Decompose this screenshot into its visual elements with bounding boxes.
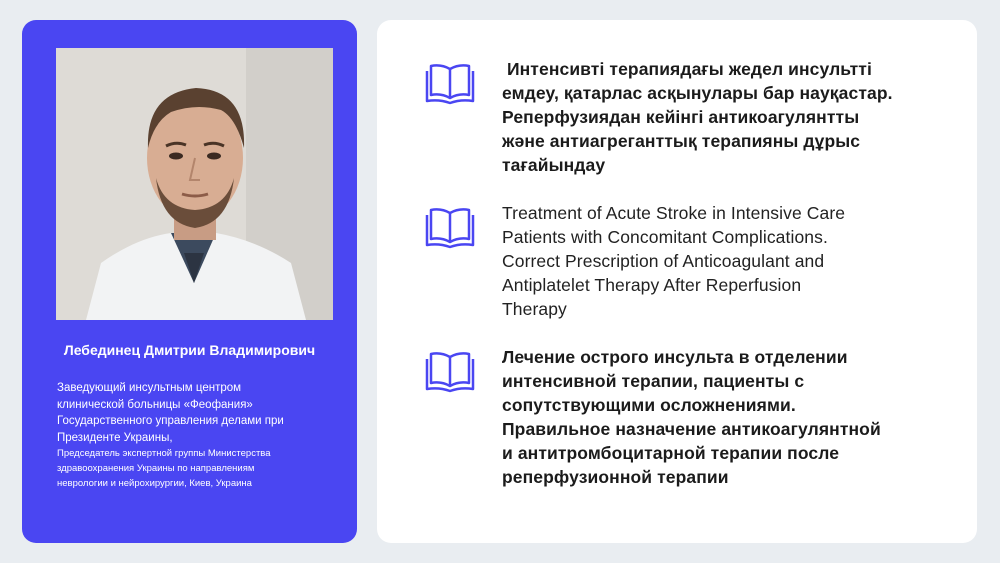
topic-text <box>502 57 893 177</box>
book-icon <box>425 349 475 393</box>
book-icon <box>425 61 475 105</box>
topic-text <box>502 345 881 489</box>
topic-line: Правильное назначение антикоагулянтной <box>502 419 881 439</box>
bio-line: здравоохранения Украины по направлениям <box>57 463 255 474</box>
speaker-name: Лебединец Дмитрии Владимирович <box>63 342 316 358</box>
bio-line: неврологии и нейрохирургии, Киев, Украина <box>57 478 252 489</box>
topic-line: Интенсивті терапиядағы жедел инсультті <box>502 59 872 79</box>
topic-line: Treatment of Acute Stroke in Intensive Care <box>502 203 846 223</box>
bio-line: Государственного управления делами при <box>57 415 284 427</box>
topic-russian <box>425 345 925 489</box>
book-icon <box>425 205 475 249</box>
bio-line: Президенте Украины, <box>57 431 173 444</box>
speaker-bio <box>57 380 332 491</box>
topic-line: Therapy <box>502 299 567 319</box>
topic-line: Patients with Concomitant Complications. <box>502 227 828 247</box>
topic-text <box>502 201 845 321</box>
topic-line: емдеу, қатарлас асқынулары бар науқастар. <box>502 83 893 103</box>
bio-line: Заведующий инсультным центром <box>57 382 242 394</box>
topic-line: Antiplatelet Therapy After Reperfusion <box>502 275 802 295</box>
topic-english <box>425 201 925 321</box>
topics-card <box>377 20 977 543</box>
topic-line: және антиагреганттық терапияны дұрыс <box>502 131 861 151</box>
speaker-portrait <box>56 48 333 320</box>
topic-line: Реперфузиядан кейінгі антикоагулянтты <box>502 107 860 127</box>
topic-line: сопутствующими осложнениями. <box>502 395 796 415</box>
topic-line: реперфузионной терапии <box>502 467 729 487</box>
topic-line: и антитромбоцитарной терапии после <box>502 443 840 463</box>
bio-line: клинической больницы «Феофания» <box>57 398 253 411</box>
topic-line: Correct Prescription of Anticoagulant and <box>502 251 825 271</box>
topic-kazakh <box>425 57 925 177</box>
speaker-photo <box>56 48 333 320</box>
bio-line: Председатель экспертной группы Министерства <box>57 448 271 459</box>
topic-line: тағайындау <box>502 155 606 175</box>
speaker-card <box>22 20 357 543</box>
topic-line: интенсивной терапии, пациенты с <box>502 371 805 391</box>
topic-line: Лечение острого инсульта в отделении <box>502 347 848 367</box>
